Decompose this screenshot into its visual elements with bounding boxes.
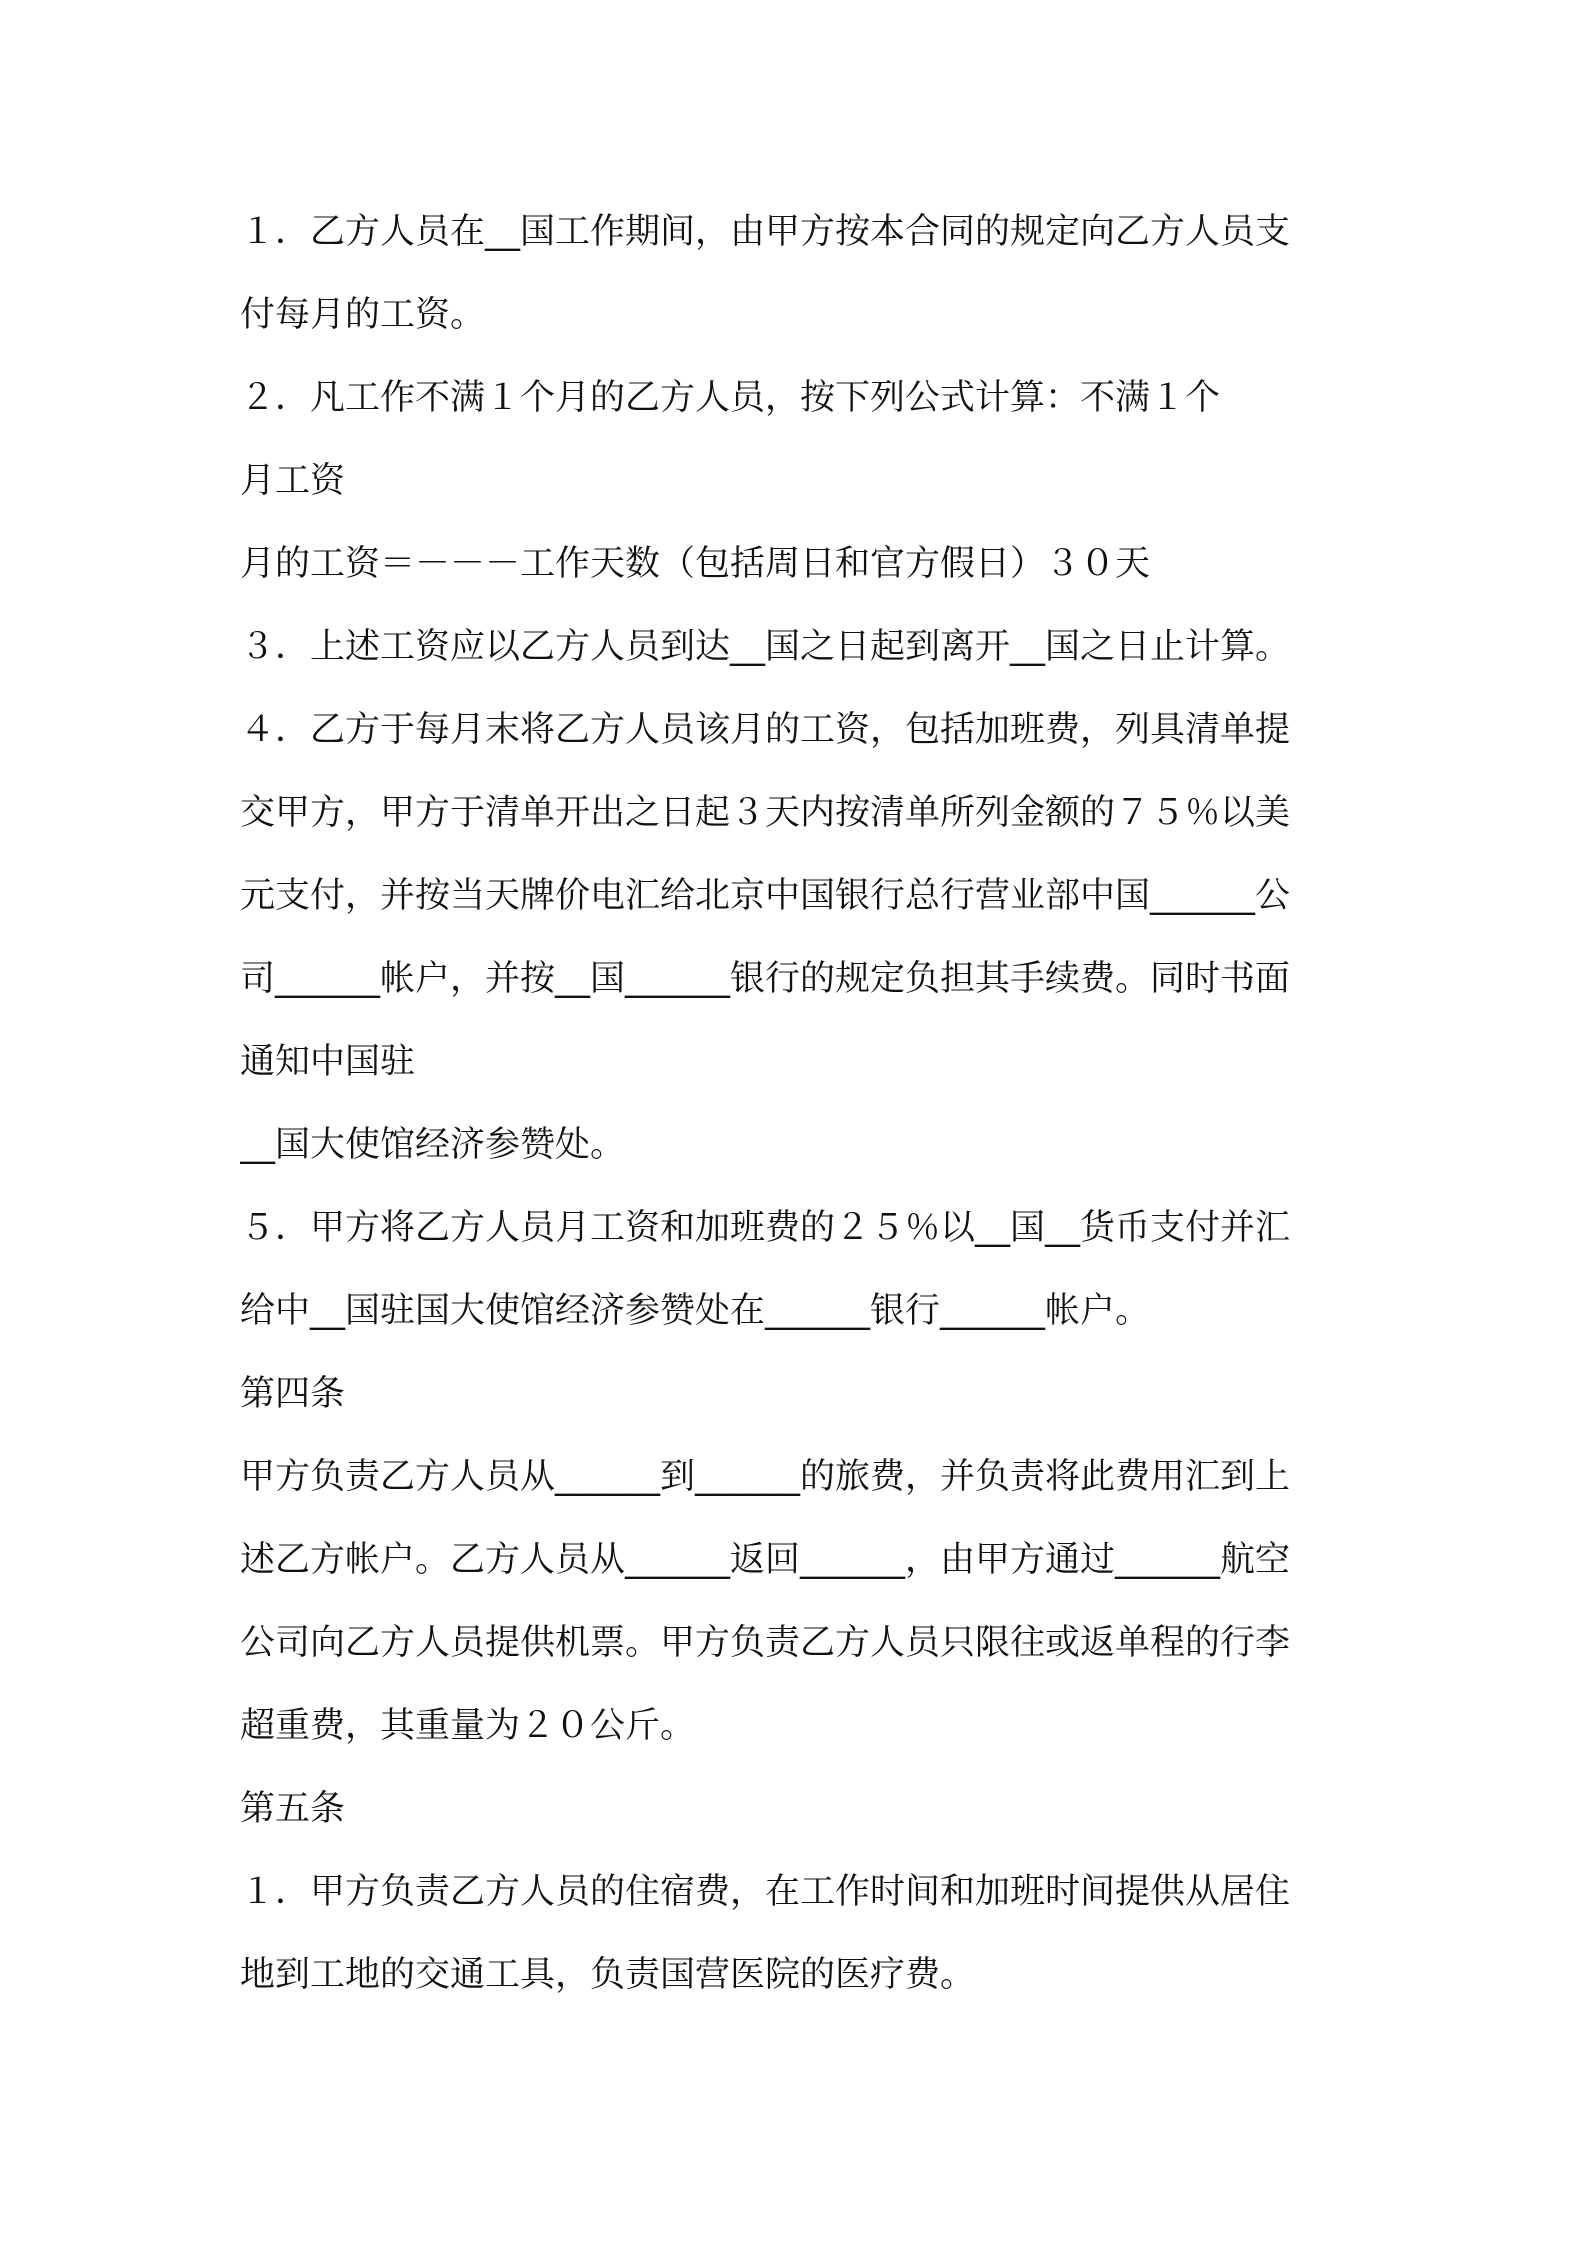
text-line: 地到工地的交通工具，负责国营医院的医疗费。 [240,1955,976,1995]
text-line: 给中__国驻国大使馆经济参赞处在______银行______帐户。 [240,1291,1151,1331]
text-line: 甲方负责乙方人员从______到______的旅费，并负责将此费用汇到上 [240,1457,1291,1497]
text-line: 超重费，其重量为２０公斤。 [240,1706,696,1746]
text-line: 付每月的工资。 [240,295,486,335]
text-line: ５．甲方将乙方人员月工资和加班费的２５％以__国__货币支付并汇 [240,1208,1291,1248]
text-line: ３．上述工资应以乙方人员到达__国之日起到离开__国之日止计算。 [240,627,1291,667]
text-line: 述乙方帐户。乙方人员从______返回______，由甲方通过______航空 [240,1540,1291,1580]
section-heading: 第四条 [240,1374,346,1414]
text-line: 司______帐户，并按__国______银行的规定负担其手续费。同时书面 [240,959,1291,999]
text-line: 元支付，并按当天牌价电汇给北京中国银行总行营业部中国______公 [240,876,1291,916]
text-line: 公司向乙方人员提供机票。甲方负责乙方人员只限往或返单程的行李 [240,1623,1291,1663]
text-line: ２．凡工作不满１个月的乙方人员，按下列公式计算：不满１个 [240,378,1221,418]
text-line: 月的工资＝－－－工作天数（包括周日和官方假日）３０天 [240,544,1151,584]
text-line: 月工资 [240,461,346,501]
section-heading: 第五条 [240,1789,346,1829]
text-line: ４．乙方于每月末将乙方人员该月的工资，包括加班费，列具清单提 [240,710,1291,750]
text-line: 交甲方，甲方于清单开出之日起３天内按清单所列金额的７５％以美 [240,793,1291,833]
text-line: １．乙方人员在__国工作期间，由甲方按本合同的规定向乙方人员支 [240,212,1291,252]
text-line: １．甲方负责乙方人员的住宿费，在工作时间和加班时间提供从居住 [240,1872,1291,1912]
text-line: 通知中国驻 [240,1042,416,1082]
text-line: __国大使馆经济参赞处。 [240,1125,626,1165]
